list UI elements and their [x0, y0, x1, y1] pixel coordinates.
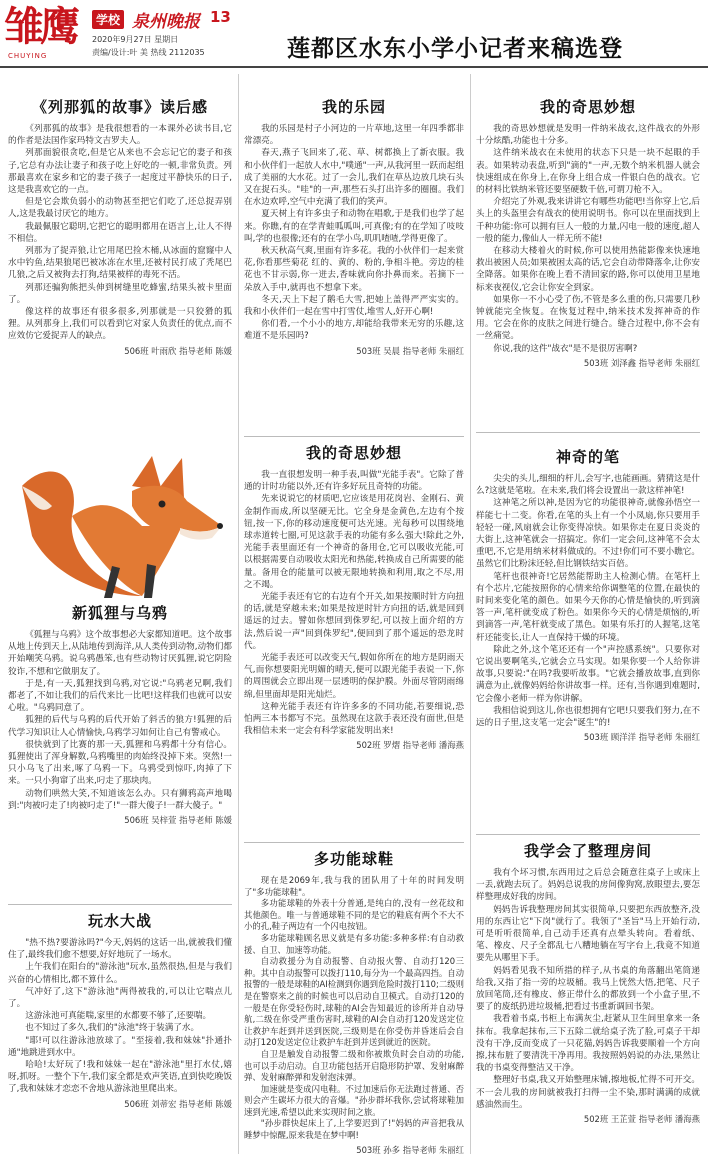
article-paragraph: 我的乐园是村子小河边的一片草地,这里一年四季都非常漂亮。: [244, 124, 464, 147]
column-divider: [238, 74, 239, 1154]
article-body: [8, 937, 232, 1096]
article-title: 《列那狐的故事》读后感: [31, 98, 208, 116]
article-title: 我的奇思妙想: [539, 98, 636, 116]
article-paragraph: 多功能球鞋顾名思义就是有多功能:多种多样:有自动救援、自卫、加速等功能。: [244, 932, 464, 955]
article-paragraph: 但是它会欺负弱小的动物甚至把它们吃了,还总捉弄别人,这是我最讨厌它的地方。: [8, 197, 232, 220]
article-divider: [244, 436, 464, 437]
editor-info: 责编/设计:叶 美 热线 2112035: [92, 48, 205, 57]
article-paragraph: 春天,燕子飞回来了,花、草、树都换上了新衣服。我和小伙伴们一起放人水中,"噗通"一声,从我河里一跃而起组成了美丽的大水花。过了一会儿,我们在草丛边放几块石头又在捉石头。"哇"的一声,那些石头打出许多的圈圈。我们在水边欢呼,空气中充满了我们的笑声。: [244, 148, 464, 208]
article-paragraph: 我最佩服它聪明,它把它的聪明都用在语言上,让人不得不相信。: [8, 221, 232, 244]
article-title: 我的奇思妙想: [305, 444, 402, 462]
article-paragraph: 这件纳米战衣在未使用的状态下只是一块不起眼的手表。如果转动表盘,听到"滴的"一声,无数个纳米机器人就会快速组成在你身上,在你身上组合成一件银白色的战衣。它的材料比铁纳米管还要坚硬数千倍,可谓刀枪不入。: [476, 148, 700, 196]
column-divider: [470, 74, 471, 1154]
article-paragraph: 我有个坏习惯,东西用过之后总会随意往桌子上或床上一丢,就跑去玩了。妈妈总说我的房间像狗窝,放眼望去,要怎样整理成好我的房间。: [476, 868, 700, 903]
article-paragraph: 气冲好了,这下"游泳池"两得被我的,可以让它喘点儿了。: [8, 986, 232, 1010]
article-paragraph: 《列那狐的故事》是我很想看的一本课外必读书目,它的作者是法国作家玛特文吉罗夫人。: [8, 124, 232, 147]
article-paragraph: 我看着书桌,书柜上布满灰尘,赶紧从卫生间里拿来一条抹布。我拿起抹布,三下五除二就给桌子洗了脸,可桌子干却没有干净,反而变成了一只花猫,妈妈告诉我要顺着一个方向擦,抹布脏了要清洗干净再用。我按照妈妈说的办法,果然让我的书桌变得整洁又干净。: [476, 1014, 700, 1074]
article-paragraph: 笔杆也很神奇!它居然能帮助主人检测心情。在笔杆上有个芯片,它能按照你的心情来给你调整笔的位置,在最快的时间来变化笔的颜色。如果今天你的心情是愉快的,听到滴答一声,笔杆就变成了粉色。如果你今天的心情是烦恼的,听到滴答一声,笔杆就变成了黑色。如果有乐打的人握笔,这笔杆还能变长,让人一直保持干燥的环境。: [476, 571, 700, 643]
article-signature: 502班 罗熠 指导老师 潘海燕: [356, 740, 464, 751]
article-paragraph: 整理好书桌,我又开始整理床铺,擦地板,忙得不可开交。不一会儿我的房间就被我打扫得一尘不染,那时满满的成就感油然而生。: [476, 1075, 700, 1110]
article-divider: [476, 834, 700, 835]
article-paragraph: 列那为了捉弄狼,让它用尾巴捡木桶,从冰面的窟窿中人水中钓鱼,结果狼尾巴被冰冻在水里,还被村民打成了秃尾巴几狼,之后又被狗去打狗,结果被样的毒死不活。: [8, 246, 232, 281]
article-6: [244, 848, 464, 1156]
article-paragraph: "孙步群快起床上了,上学要迟到了!"妈妈的声音把我从睡梦中惊醒,原来我是在梦中啊!: [244, 1118, 464, 1141]
article-8: [476, 446, 700, 832]
article-title: 新狐狸与乌鸦: [71, 604, 168, 622]
article-title: 我的乐园: [321, 98, 386, 116]
article-signature: 503班 吴晨 指导老师 朱丽红: [356, 345, 464, 356]
article-paragraph: 现在是2069年,我与我的团队用了十年的时间发明了"多功能球鞋"。: [244, 875, 464, 897]
article-paragraph: 秋天秋高气爽,里面有许多花。我的小伙伴们一起来赏花,你看那些菊花 红的、黄的、粉的,争相斗艳。旁边的桂花也不甘示弱,你一迸去,香味就向你扑鼻而来。若摘下一朵放入手中,就再也不想拿下来。: [244, 246, 464, 293]
article-5: [244, 442, 464, 838]
article-body: [244, 123, 464, 343]
page-headline: 莲都区水东小学小记者来稿选登: [287, 36, 623, 62]
article-paragraph: 在移动大楼着火的时候,你可以使用热能影像来快速地救出被困人员;如果被困太高的话,它会自动带降落伞,让你安全降落。如果你在晚上看不清回家的路,你可以使用卫星地标来夜视仪,它会让你安全到家。: [476, 246, 700, 293]
article-paragraph: 加速就是变成闪电鞋。不过加速后你无法跑过普通、否则会产生碳坏力很大的音爆。"孙步群坏我你,尝试将球鞋加速到光速,希望以此来实现时间之旅。: [244, 1083, 464, 1117]
article-paragraph: 上午我们在阳台的"游泳池"玩水,虽然很热,但是与我们兴奋的心情相比,都不算什么。: [8, 962, 232, 985]
article-paragraph: 动物们哄然大笑,不知道该怎么办。只有狮鸦高声地喝到:"肉被叼走了!肉被叼走了!"一群大傻子!一群大傻子。": [8, 788, 232, 811]
article-title: 我学会了整理房间: [523, 842, 652, 860]
article-signature: 503班 孙多 指导老师 朱丽红: [356, 1144, 464, 1155]
article-paragraph: 你们看,一个小小的地方,却能给我带来无穷的乐趣,这难道不是乐园吗?: [244, 319, 464, 342]
article-paragraph: 很快就到了比赛的那一天,狐狸和乌鸦都十分有信心。狐狸使出了浑身解数,乌鸦嘴里的肉始终没掉下来。突然!一只小乌飞了出来,啄了乌鸦一下。乌鸦受到惊吓,肉掉了下来。一只小狗窜了出来,叼走了那块肉。: [8, 739, 232, 787]
article-paragraph: 多功能球鞋的外表十分普通,是纯白的,没有一丝花纹和其他颜色。唯一与普通球鞋不同的是它的鞋底有两个不大不小的孔,鞋子两边有一个闪电按钮。: [244, 898, 464, 932]
article-paragraph: 妈妈告诉我整理房间其实很简单,只要把东西放整齐,没用的东西让它"下岗"就行了。我领了"圣旨"马上开始行动,可是听听很简单,自己动手还真有点晕头转向。看着纸、笔、橡皮、尺子全都乱七八糟地躺在写字台上,我竟不知道要先从哪里下手。: [476, 904, 700, 964]
masthead-logo: [4, 4, 84, 62]
article-4: [244, 96, 464, 434]
article-signature: 503班 顾洋洋 指导老师 朱丽红: [583, 732, 700, 743]
article-paragraph: "热不热?要游泳吗?"今天,妈妈的这话一出,就被我们懂住了,最终我们愈不想要,好好地玩了一场水。: [8, 938, 232, 961]
article-paragraph: 于是,有一天,狐狸找到乌鸦,对它说:"乌鸦老兄啊,我们都老了,不如让我们的后代来比一比吧!这样我们也就可以安心啦。"乌鸦同意了。: [8, 678, 232, 714]
article-signature: 502班 王芷萱 指导老师 潘海燕: [583, 1114, 700, 1125]
article-paragraph: 你说,我的这件"战衣"是不是很厉害啊?: [493, 343, 638, 354]
section-tag: 学校: [92, 10, 124, 29]
article-paragraph: 列那还骗狗熊把头伸到树缝里吃蜂蜜,结果头被卡里面了。: [8, 282, 232, 305]
article-body: [8, 123, 232, 343]
article-body: [476, 123, 700, 355]
article-3: [8, 910, 232, 1156]
article-paragraph: 介绍完了外观,我来讲讲它有哪些功能吧!当你穿上它,后头上的头盔里会有战衣的使用说明书。你可以在里面找到上千种功能:你可以拥有巨人一般的力量,闪电一般的速度,超人一般的能力,像仙人一样无所不能!: [476, 197, 700, 244]
article-paragraph: 妈妈看见我不知所措的样子,从书桌的角落翻出笔筒递给我,又指了指一旁的垃圾桶。我马上恍然大悟,把笔、尺子放回笔筒,还有橡皮、修正带什么的都放到一个小盒子里,不要了的废纸扔进垃圾桶,把看过书重新调回书架。: [476, 965, 700, 1013]
article-title: 玩水大战: [87, 912, 152, 930]
article-paragraph: 自卫是触发自动报警二级和你被欺负时会自动的功能,也可以手动启动。自卫功能包括开启隐形防护罩、发射麻醉弹、发射麻醉弹和发射泡沫弹。: [244, 1048, 464, 1083]
article-body: [8, 629, 232, 812]
article-body: [244, 469, 464, 737]
article-paragraph: 列那面貌很贪吃,但是它从来也不会忘记它的妻子和孩子,它总有办法让妻子和孩子吃上好吃的一顿,非常负责。列那最喜欢在家乡和它的妻子孩子一起度过平静快乐的日子,这是我喜欢它的一点。: [8, 148, 232, 196]
article-paragraph: 哈哈!太好玩了!我和妹妹一起在"游泳池"里打水仗,嬉呀,抓呀。一整个下午,我们家全都是欢声笑语,直到快吃晚饭了,我和妹妹才恋恋不舍地从游泳池里爬出来。: [8, 1060, 232, 1095]
article-title: 神奇的笔: [555, 448, 620, 466]
article-signature: 503班 刘泽鑫 指导老师 朱丽红: [583, 357, 700, 368]
article-paragraph: 《狐狸与乌鸦》这个故事想必大家都知道吧。这个故事从地上传到天上,从陆地传到海洋,从人类传到动物,动物们都开始嘲笑乌鸦。说乌鸦愚笨,也有些动物讨厌狐狸,说它阴险狡诈,不想和它做朋友了。: [8, 630, 232, 677]
article-paragraph: 除此之外,这个笔还还有一个"声控感系统"。只要你对它说出要啊笔头,它就会立马实现。如果你要一个人给你讲故事,只要说:"在吗?我要听故事。"它就会播放故事,直到你满意为止,就像妈妈给你讲故事一样。还有,当你遇到难题时,它会像小老师一样为你讲解。: [476, 644, 700, 704]
article-paragraph: 像这样的故事还有很多很多,列那就是一只狡猾的狐狸。从列那身上,我们可以看到它对家人负责任的优点,而不应效仿它爱捉弄人的缺点。: [8, 307, 232, 342]
article-paragraph: 狐狸的后代与乌鸦的后代开始了斜舌的狼方!狐狸的后代学习知识让人心情愉快,乌鸦学习如何让自己有警戒心。: [8, 715, 232, 738]
article-paragraph: 我相信说到这儿,你也很想拥有它吧!只要我们努力,在不远的日子里,这支笔一定会"诞生"的!: [476, 705, 700, 729]
article-signature: 506班 刘蒂宏 指导老师 陈媛: [124, 1098, 232, 1109]
article-paragraph: 也不知过了多久,我们的"泳池"终于装满了水。: [25, 1023, 200, 1034]
article-2: [8, 602, 232, 902]
article-signature: 506班 叶雨欣 指导老师 陈媛: [124, 345, 232, 356]
masthead: [0, 0, 708, 64]
article-paragraph: 这种光能手表还有许许多多的不同功能,若要细说,恐怕两三本书都写不完。虽然现在这款手表还没有面世,但是我相信未来一定会有科学家能发明出来!: [244, 701, 464, 737]
article-paragraph: 我的奇思妙想就是发明一件纳米战衣,这件战衣的外形十分炫酷,功能也十分多。: [476, 124, 700, 147]
issue-date: 2020年9月27日 星期日: [92, 35, 179, 44]
article-body: [244, 875, 464, 1142]
article-9: [476, 840, 700, 1156]
logo-subtitle: CHUYING: [8, 52, 48, 60]
article-divider: [476, 432, 700, 433]
article-paragraph: 这游泳池可真能喘,家里的水都要不够了,还要喘。: [25, 1011, 212, 1022]
page-number: 13: [210, 8, 231, 26]
article-paragraph: 冬天,天上下起了鹅毛大雪,把她上盖得严严实实的。我和小伙伴们一起在雪中打雪仗,堆雪人,好开心啊!: [244, 294, 464, 318]
article-paragraph: "耶!可以往游泳池放球了。"至接着,我和妹妹"扑通扑通"地跳进到水中。: [8, 1035, 232, 1058]
article-paragraph: 如果你一不小心受了伤,不管是多么重的伤,只需要几秒钟就能完全恢复。在恢复过程中,纳米技术发挥神奇的作用。它会在你的皮肤之间进行缝合。缝合过程中,你不会有一丝痛觉。: [476, 294, 700, 342]
article-divider: [8, 904, 232, 905]
article-paragraph: 尖尖的头儿,细细的杆儿,会写字,也能画画。猜猜这是什么?这就是笔啦。在未来,我们将会设置出一款这样神笔!: [476, 474, 700, 497]
article-title: 多功能球鞋: [313, 850, 394, 868]
article-1: [8, 96, 232, 372]
article-paragraph: 光能手表还有它的右边有个开关,如果按顺时针方向扭的话,就是穿越未来;如果是按逆时针方向扭的话,就是回到遥远的过去。譬如你想回到侏罗纪,可以按上面介绍的方法,然后说一声"回到侏罗纪",便回到了那个遥远的恐龙时代。: [244, 592, 464, 651]
article-body: [476, 473, 700, 729]
article-paragraph: 自动救援分为自动报警、自动报火警、自动打120三种。其中自动报警可以拨打110,每分为一个最高四挡。自动报警的一般是球鞋的AI检测到你遇到危险时拨打110;二级则是在警察来之前的时候也可以启动自卫模式。自动打120的一般是在你受轻伤时,球鞋的AI会告知最近的诊所并自动导航,二级在你受严重伤害时,球鞋的AI会自动打120发送定位让救护车赶到并送到医院,三级则是在你受伤并昏迷后会自动打120发送定位让救护车赶到并送到就近的医院。: [244, 956, 464, 1048]
newspaper-name: 泉州晚报: [132, 12, 200, 32]
article-divider: [244, 842, 464, 843]
article-7: [476, 96, 700, 428]
article-paragraph: 我一直很想发明一种手表,叫做"光能手表"。它除了普通的计时功能以外,还有许多好玩且奇特的功能。: [244, 470, 464, 493]
header-rule: [0, 66, 708, 68]
article-signature: 506班 吴梓萱 指导老师 陈媛: [124, 815, 232, 826]
article-paragraph: 光能手表还可以改变天气,假如你所在的地方是阴雨天气,而你想要阳光明媚的晴天,便可以跟光能手表说一下,你的周围就会立即出现一层透明的保护膜。外面尽管阴雨绵绵,但里面却是阳光灿烂。: [244, 653, 464, 700]
article-paragraph: 夏天树上有许多虫子和动物在唱歌,于是我们也学了起来。你瞧,有的在学青蛙呱呱叫,可真像;有的在学知了吱吱叫,学的也很像;还有的在学小鸟,叽叽喳喳,学得更像了。: [244, 209, 464, 244]
fox-illustration: [12, 446, 232, 602]
article-paragraph: 先来说说它的材质吧,它应该是用花岗岩、金刚石、黄金制作而成,所以坚硬无比。它全身是金黄色,左边有个按钮,按一下,你的移动速度便可达光速。光每秒可以围绕地球赤道转七圈,可见这款手表的功能有多么强大!除此之外,光能手表里面还有一个神奇的备用仓,它可以吸收光能,可以根据需要自动吸收太阳光和热能,转换成自己所需要的能量。备用仓的能量可以被无限地转换和利用,取之不尽,用之不竭。: [244, 494, 464, 590]
article-body: [476, 867, 700, 1111]
article-paragraph: 这神笔之所以神,是因为它的功能很神奇,就像孙悟空一样能七十二变。你看,在笔的头上有一个小凤扇,你只要用手轻轻一碰,风扇就会让你变得凉快。如果你走在夏日炎炎的大街上,这神笔就会一招搞定。你们一定会问,这神笔不会太重吧,不,它是用纳米材料做成的。不过!你们可不要小瞧它。虽然它们比粉沫还轻,但比钢铁结实百倍。: [476, 498, 700, 570]
logo-text: 雏鹰: [4, 3, 76, 50]
